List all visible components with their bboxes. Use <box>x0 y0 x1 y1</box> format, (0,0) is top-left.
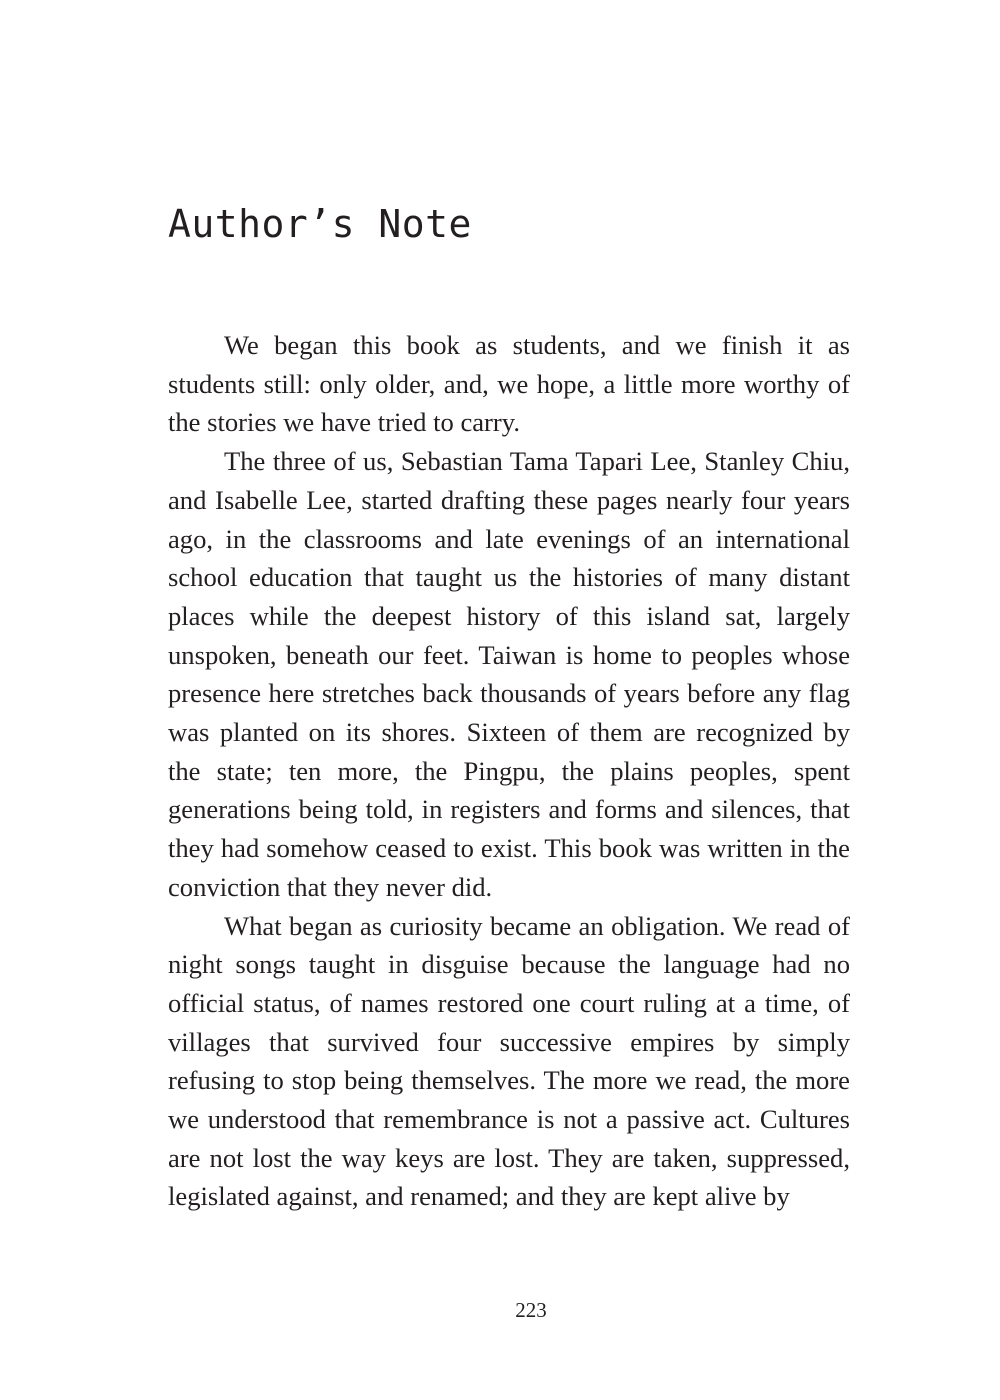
page-number: 223 <box>515 1298 547 1322</box>
paragraph: What began as curiosity became an obligation. We read of night songs taught in disguise because the language had no official status, of names restored one court ruling at a time, of villages that survived four successive empires by simply refusing to stop being themselves. The more we read, the more we understood that remembrance is not a passive act. Cultures are not lost the way keys are lost. They are taken, suppressed, legislated against, and renamed; and they are kept alive by <box>168 910 850 1212</box>
paragraph: The three of us, Sebastian Tama Tapari Lee, Stanley Chiu, and Isabelle Lee, started drafting these pages nearly four years ago, in the classrooms and late evenings of an international school education that taught us the histories of many distant places while the deepest history of this island sat, largely unspoken, beneath our feet. Taiwan is home to peoples whose presence here stretches back thousands of years before any flag was planted on its shores. Sixteen of them are recognized by the state; ten more, the Pingpu, the plains peoples, spent generations being told, in registers and forms and silences, that they had somehow ceased to exist. This book was written in the conviction that they never did. <box>168 446 850 902</box>
paragraph: We began this book as students, and we finish it as students still: only older, and, we hope, a little more worthy of the stories we have tried to carry. <box>168 330 850 438</box>
body-text <box>168 326 850 1216</box>
chapter-title: Author’s Note <box>168 202 472 246</box>
